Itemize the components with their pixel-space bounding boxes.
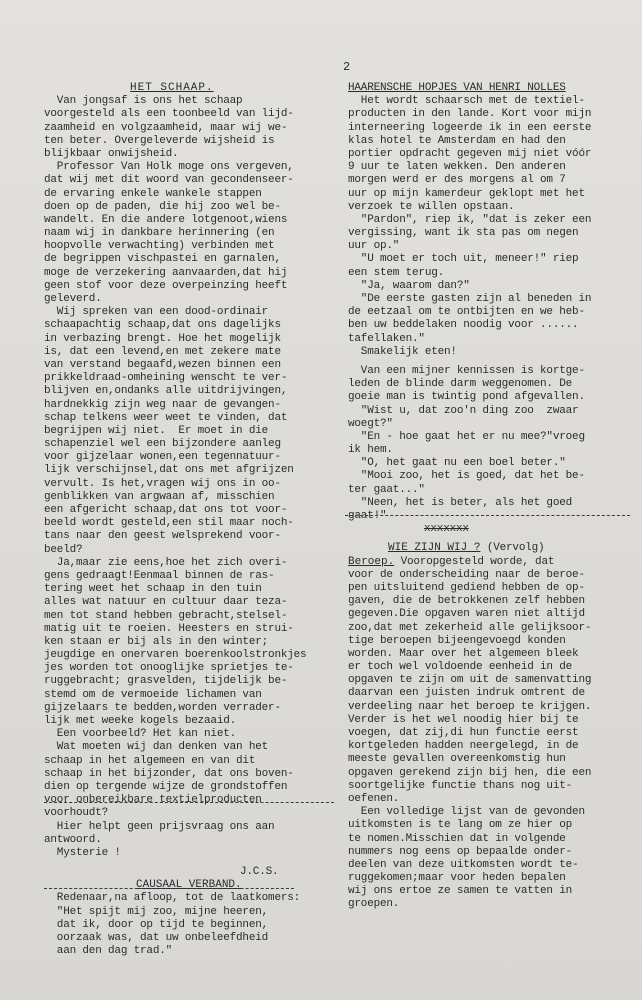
text-line: deelen van deze uitkomsten wordt te- bbox=[348, 858, 579, 871]
text-line: ter gaat..." bbox=[348, 483, 425, 496]
text-line bbox=[348, 556, 630, 569]
text-line: voorhoudt? bbox=[44, 807, 109, 820]
text-line: zaamheid en volgzaamheid, maar wij we- bbox=[44, 121, 288, 134]
text-line: ken staan er bij als in den winter; bbox=[44, 635, 269, 648]
text-line: antwoord. bbox=[44, 833, 102, 846]
text-line: gijzelaars te bedden,worden verrader- bbox=[44, 701, 281, 714]
text-line: jes worden tot onooglijke sprietjes te- bbox=[44, 662, 294, 675]
text-line: ten beter. Overgeleverde wijsheid is bbox=[44, 134, 275, 147]
text-line: een afgericht schaap,dat ons tot voor- bbox=[44, 504, 288, 516]
text-line: beeld wordt gesteld,een stil maar noch- bbox=[44, 517, 294, 530]
article-signature: J.C.S. bbox=[240, 866, 279, 879]
text-line: portier opdracht gegeven mij niet vóór bbox=[348, 147, 592, 160]
text-line: Professor Van Holk moge ons vergeven, bbox=[44, 161, 294, 174]
text-line: een stem terug. bbox=[348, 266, 445, 279]
text-line: uur op." bbox=[348, 240, 400, 253]
text-line: goeie man is twintig pond afgevallen. bbox=[348, 391, 585, 404]
text-line: "Pardon", riep ik, "dat is zeker een bbox=[348, 213, 592, 226]
text-line: schaapachtig schaap,dat ons dagelijks bbox=[44, 319, 281, 332]
article-title-het-schaap: HET SCHAAP. bbox=[130, 82, 214, 94]
text-line: opgaven gerekend zijn bij hen, die een bbox=[348, 766, 592, 779]
beroep-label: Beroep. bbox=[348, 555, 395, 568]
text-line: zoo,dat met zekerheid alle gelijksoor- bbox=[348, 621, 592, 634]
text-line: begrijpen wij niet. Er moet in die bbox=[44, 424, 269, 437]
text-line: Van jongsaf is ons het schaap bbox=[44, 95, 243, 108]
text-line: geleverd. bbox=[44, 293, 102, 305]
text-line: leden de blinde darm weggenomen. De bbox=[348, 378, 573, 391]
text-line: in verbazing brengt. Hoe het mogelijk bbox=[44, 332, 281, 345]
text-line: dat wij met dit woord van gecondenseer- bbox=[44, 174, 294, 187]
text-line: meeste gevallen overeenkomstig hun bbox=[348, 753, 566, 766]
text-line: ik hem. bbox=[348, 444, 393, 457]
text-line: schap telkens weer weet te vinden, dat bbox=[44, 411, 288, 424]
text-line: wij ons ertoe ze samen te vatten in bbox=[348, 885, 573, 898]
text-line: matig uit te roeien. Heesters en strui- bbox=[44, 622, 294, 635]
text-line: schaap in het bijzonder, dat ons boven- bbox=[44, 767, 294, 780]
text-line: ruggekomen;maar voor heden bepalen bbox=[348, 872, 566, 885]
text-line: te nomen.Misschien dat in volgende bbox=[348, 832, 566, 845]
text-line: morgen werd er des morgens al om 7 bbox=[348, 174, 566, 187]
text-line: "Ja, waarom dan?" bbox=[348, 279, 470, 292]
text-line: lijk verschijnsel,dat ons met afgrijzen bbox=[44, 464, 294, 477]
left-signature-rule bbox=[44, 802, 334, 803]
text-line: soortgelijke functie thans nog uit- bbox=[348, 779, 573, 792]
text-line: pen uitsluitend gediend hebben de op- bbox=[348, 581, 585, 594]
text-line: uitkomsten is te lang om ze hier op bbox=[348, 819, 573, 832]
text-line: Verder is het wel noodig hier bij te bbox=[348, 713, 579, 726]
text-line: oefenen. bbox=[348, 792, 400, 805]
text-line: "De eerste gasten zijn al beneden in bbox=[348, 293, 592, 305]
text-line: er toch wel voldoende eenheid in de bbox=[348, 661, 573, 674]
left-column bbox=[44, 82, 344, 958]
text-line: Mysterie ! bbox=[44, 846, 121, 859]
left-end-rule bbox=[44, 888, 294, 889]
text-line: Ja,maar zie eens,hoe het zich overi- bbox=[44, 556, 288, 569]
text-line-rest: Vooropgesteld worde, dat bbox=[394, 555, 555, 568]
article-title-suffix: (Vervolg) bbox=[480, 542, 545, 555]
article-title-haarensche-hopjes: HAARENSCHE HOPJES VAN HENRI NOLLES bbox=[348, 82, 566, 94]
text-line: klas hotel te Amsterdam en had den bbox=[348, 134, 566, 147]
text-line: schapenziel wel een bijzondere aanleg bbox=[44, 438, 281, 451]
text-line: Van een mijner kennissen is kortge- bbox=[348, 364, 585, 377]
text-line: opgaven te zijn om uit de samenvatting bbox=[348, 674, 592, 687]
text-line: aan den dag trad." bbox=[44, 945, 173, 958]
text-line: wandelt. En die andere lotgenoot,wiens bbox=[44, 213, 288, 226]
text-line: dien op tergende wijze de grondstoffen bbox=[44, 780, 288, 793]
text-line: de begrippen vischpastei en garnalen, bbox=[44, 253, 281, 266]
text-line: voorgesteld als een toonbeeld van lijd- bbox=[44, 108, 294, 121]
text-line: stemd om de vermoeide lichamen van bbox=[44, 688, 262, 701]
text-line: blijkbaar onwijsheid. bbox=[44, 147, 179, 160]
text-line: daarvan een juisten indruk omtrent de bbox=[348, 687, 585, 700]
text-line: Redenaar,na afloop, tot de laatkomers: bbox=[44, 892, 301, 905]
text-line: beeld? bbox=[44, 543, 83, 556]
text-line: gaat!" bbox=[348, 510, 387, 522]
text-line: Een volledige lijst van de gevonden bbox=[348, 806, 585, 819]
text-line: hardnekkig zijn weg naar de gevangen- bbox=[44, 398, 281, 411]
text-line: tafellaken." bbox=[348, 332, 425, 345]
text-line: Een voorbeeld? Het kan niet. bbox=[44, 728, 237, 741]
text-line: de ervaring enkele wankele stappen bbox=[44, 187, 262, 200]
text-line: 9 uur te laten wekken. Den anderen bbox=[348, 161, 566, 174]
text-line: jeugdige en onervaren boerenkoolstronkjes bbox=[44, 649, 307, 662]
text-line: blijven en,ondanks alle uitdrijvingen, bbox=[44, 385, 288, 398]
text-line: worden. Maar over het algemeen bleek bbox=[348, 647, 579, 660]
text-line: Smakelijk eten! bbox=[348, 345, 457, 358]
text-line: lijk met weeke kogels bezaaid. bbox=[44, 715, 237, 727]
text-line: vervult. Is het,vragen wij ons in oo- bbox=[44, 477, 281, 490]
right-column bbox=[348, 82, 630, 912]
text-line: voor de onderscheiding naar de beroe- bbox=[348, 568, 585, 581]
text-line: geen stof voor deze overpeinzing heeft bbox=[44, 279, 288, 292]
text-line: is, dat een levend,en met zekere mate bbox=[44, 345, 281, 358]
text-line: Wij spreken van een dood-ordinair bbox=[44, 306, 269, 319]
section-separator: xxxxxxx bbox=[424, 523, 469, 536]
text-line: kortgeleden hadden neergelegd, in de bbox=[348, 740, 579, 753]
text-line: "En - hoe gaat het er nu mee?"vroeg bbox=[348, 430, 585, 443]
text-line: alles wat natuur en cultuur daar teza- bbox=[44, 596, 288, 609]
right-section-rule bbox=[345, 515, 630, 516]
text-line: schaap in het algemeen en van dit bbox=[44, 754, 256, 767]
text-line: verdeeling naar het beroep te krijgen. bbox=[348, 700, 592, 713]
text-line: tige beroepen bijeengevoegd konden bbox=[348, 634, 566, 647]
text-line: dat ik, door op tijd te beginnen, bbox=[44, 918, 269, 931]
text-line: naam wij in dankbare herinnering (en bbox=[44, 227, 275, 240]
text-line: Hier helpt geen prijsvraag ons aan bbox=[44, 820, 275, 833]
text-line: tering weet het schaap in den tuin bbox=[44, 583, 262, 596]
text-line: ruggebracht; grasvelden, tijdelijk be- bbox=[44, 675, 288, 688]
text-line: genblikken van argwaan af, misschien bbox=[44, 490, 275, 503]
text-line: Het wordt schaarsch met de textiel- bbox=[348, 95, 585, 108]
text-line: moge de verzekering aanvaarden,dat hij bbox=[44, 266, 288, 279]
text-line: producten in den lande. Kort voor mijn bbox=[348, 108, 592, 121]
text-line: gaven, die de betrokkenen zelf hebben bbox=[348, 595, 585, 608]
text-line: interneering logeerde ik in een eerste bbox=[348, 121, 592, 134]
text-line: de eetzaal om te ontbijten en we heb- bbox=[348, 306, 585, 319]
article-title-wie-zijn-wij bbox=[348, 542, 630, 555]
text-line: vergissing, want ik sta pas om negen bbox=[348, 227, 579, 240]
text-line: "O, het gaat nu een boel beter." bbox=[348, 457, 566, 470]
article-title-text: WIE ZIJN WIJ ? bbox=[388, 542, 481, 555]
text-line: hoopvolle verwachting) verbinden met bbox=[44, 240, 275, 253]
text-line: van verstand begaafd,wezen binnen een bbox=[44, 358, 281, 371]
page-number: 2 bbox=[343, 60, 351, 74]
text-line: "Mooi zoo, het is goed, dat het be- bbox=[348, 470, 585, 483]
text-line: gegeven.Die opgaven waren niet altijd bbox=[348, 608, 585, 621]
text-line: gens gedraagt!Eenmaal binnen de ras- bbox=[44, 569, 275, 582]
text-line: "Neen, het is beter, als het goed bbox=[348, 496, 573, 509]
text-line: uur op mijn kamerdeur geklopt met het bbox=[348, 187, 585, 200]
text-line: groepen. bbox=[348, 898, 400, 911]
article-title-causaal-verband: CAUSAAL VERBAND. bbox=[136, 879, 242, 892]
text-line: woegt?" bbox=[348, 417, 393, 430]
text-line: prikkeldraad-omheining wenscht te ver- bbox=[44, 372, 288, 385]
text-line: voor gijzelaar wonen,een tegennatuur- bbox=[44, 451, 281, 464]
text-line: Wat moeten wij dan denken van het bbox=[44, 741, 269, 754]
text-line: doen op de paden, die hij zoo wel be- bbox=[44, 200, 281, 213]
text-line: "Wist u, dat zoo'n ding zoo zwaar bbox=[348, 404, 579, 417]
text-line: oorzaak was, dat uw onbeleefdheid bbox=[44, 932, 269, 944]
text-line: voegen, dat zij,di hun functie eerst bbox=[348, 727, 579, 739]
text-line: voor onbereikbare textielproducten bbox=[44, 794, 262, 807]
text-line: "Het spijt mij zoo, mijne heeren, bbox=[44, 905, 269, 918]
text-line: tans naar den geest welsprekend voor- bbox=[44, 530, 281, 543]
text-line: nummers nog eens op bepaalde onder- bbox=[348, 845, 573, 858]
text-line: men tot stand hebben gebracht,stelsel- bbox=[44, 609, 288, 622]
text-line: ben uw beddelaken noodig voor ...... bbox=[348, 319, 579, 332]
text-line: "U moet er toch uit, meneer!" riep bbox=[348, 253, 579, 266]
text-line: verzoek te willen opstaan. bbox=[348, 200, 515, 213]
